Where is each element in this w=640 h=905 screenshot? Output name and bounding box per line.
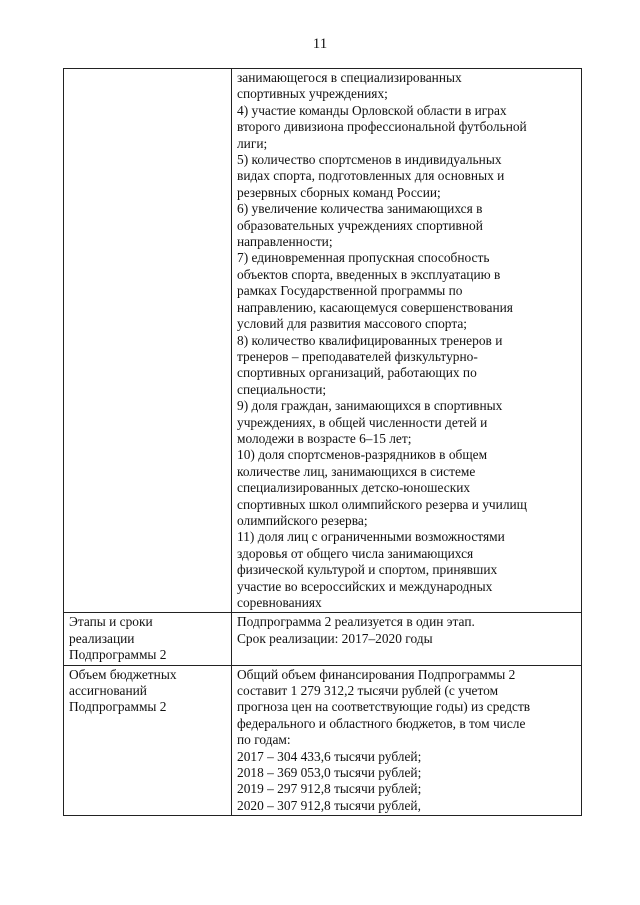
content-line: второго дивизиона профессиональной футбольной [237, 119, 527, 135]
content-line: 6) увеличение количества занимающихся в [237, 201, 483, 217]
content-line: федерального и областного бюджетов, в том числе [237, 715, 526, 731]
content-line: резервных сборных команд России; [237, 184, 441, 200]
content-line: 10) доля спортсменов-разрядников в общем [237, 447, 488, 463]
content-line: 2017 – 304 433,6 тысячи рублей; [237, 748, 422, 764]
content-line: 5) количество спортсменов в индивидуальных [237, 152, 502, 168]
content-line: соревнованиях [237, 595, 322, 610]
content-line: направлению, касающемуся совершенствования [237, 299, 513, 315]
content-line: специальности; [237, 381, 327, 397]
page-number: 11 [312, 36, 328, 52]
label-line: Объем бюджетных [69, 666, 177, 682]
row-label-cell [64, 69, 232, 613]
content-line: рамках Государственной программы по [237, 283, 463, 299]
passport-table [63, 68, 582, 816]
content-line: образовательных учреждениях спортивной [237, 217, 483, 233]
content-line: спортивных учреждениях; [237, 86, 388, 102]
content-line: по годам: [237, 732, 291, 748]
content-line: молодежи в возрасте 6–15 лет; [237, 430, 412, 446]
content-line: 2018 – 369 053,0 тысячи рублей; [237, 765, 422, 781]
content-line: 2020 – 307 912,8 тысячи рублей, [237, 797, 421, 813]
content-line: специализированных детско-юношеских [237, 480, 471, 496]
content-line: количестве лиц, занимающихся в системе [237, 463, 476, 479]
table-row [64, 69, 582, 613]
label-line: Подпрограммы 2 [69, 647, 167, 663]
content-line: 7) единовременная пропускная способность [237, 250, 490, 266]
content-line: учреждениях, в общей численности детей и [237, 414, 488, 430]
content-line: объектов спорта, введенных в эксплуатацию в [237, 266, 501, 282]
content-line: Подпрограмма 2 реализуется в один этап. [237, 614, 475, 630]
content-line: составит 1 279 312,2 тысячи рублей (с учетом [237, 683, 499, 699]
label-line: ассигнований [69, 683, 147, 699]
content-line: физической культурой и спортом, принявших [237, 562, 498, 578]
row-content-cell [232, 665, 582, 816]
table-row [64, 613, 582, 665]
row-content-cell [232, 613, 582, 665]
label-line: реализации [69, 630, 135, 646]
label-line: Подпрограммы 2 [69, 699, 167, 715]
table-row [64, 665, 582, 816]
content-line: прогноза цен на соответствующие годы) из средств [237, 699, 531, 715]
content-line: участие во всероссийских и международных [237, 578, 493, 594]
content-line: 11) доля лиц с ограниченными возможностями [237, 529, 505, 545]
content-line: тренеров – преподавателей физкультурно- [237, 348, 478, 364]
row-content-cell [232, 69, 582, 613]
content-line: спортивных организаций, работающих по [237, 365, 477, 381]
content-line: 2019 – 297 912,8 тысячи рублей; [237, 781, 422, 797]
content-line: 8) количество квалифицированных тренеров и [237, 332, 503, 348]
content-line: условий для развития массового спорта; [237, 316, 468, 332]
row-label-cell [64, 665, 232, 816]
content-line: лиги; [237, 135, 268, 151]
content-line: направленности; [237, 234, 333, 250]
content-line: Срок реализации: 2017–2020 годы [237, 630, 433, 646]
content-line: занимающегося в специализированных [237, 70, 462, 85]
content-line: видах спорта, подготовленных для основных и [237, 168, 505, 184]
label-line: Этапы и сроки [69, 614, 153, 630]
table-body [64, 69, 582, 816]
content-line: Общий объем финансирования Подпрограммы 2 [237, 666, 516, 682]
content-line: олимпийского резерва; [237, 512, 368, 528]
content-line: 9) доля граждан, занимающихся в спортивных [237, 398, 503, 414]
content-line: спортивных школ олимпийского резерва и училищ [237, 496, 527, 512]
row-label-cell [64, 613, 232, 665]
content-line: 4) участие команды Орловской области в играх [237, 102, 507, 118]
content-line: здоровья от общего числа занимающихся [237, 545, 474, 561]
